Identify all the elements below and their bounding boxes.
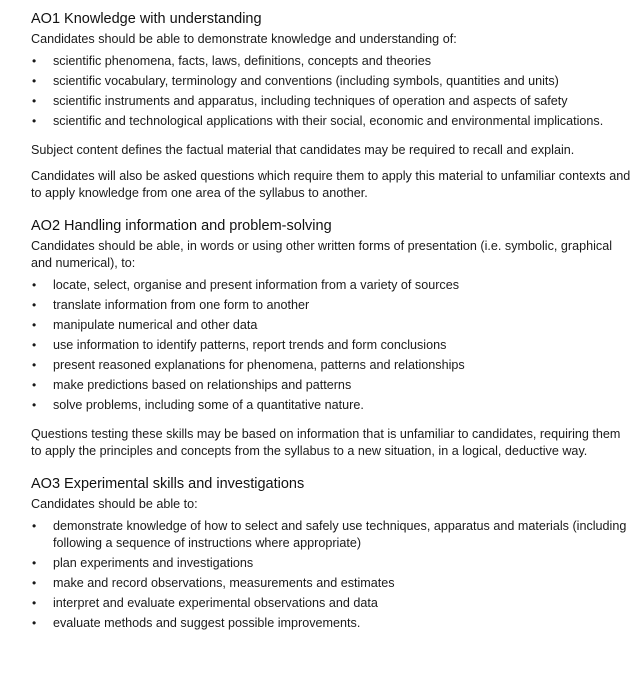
bullet-icon: • (32, 318, 37, 332)
bullet-icon: • (32, 576, 37, 590)
list-item: • plan experiments and investigations (32, 556, 254, 570)
list-item: • demonstrate knowledge of how to select and safely use techniques, apparatus and materials (including following a sequence of instructions where appropriate) (32, 519, 627, 550)
bullet-icon: • (32, 338, 37, 352)
section-ao3-intro: Candidates should be able to: (31, 497, 198, 511)
list-item: • present reasoned explanations for phenomena, patterns and relationships (32, 358, 465, 372)
section-ao1-list (31, 53, 634, 130)
section-ao1-paragraph-2: Candidates will also be asked questions which require them to apply this material to unfamiliar contexts and to apply knowledge from one area of the syllabus to another. (31, 169, 631, 200)
bullet-icon: • (32, 556, 37, 570)
section-ao2 (31, 217, 634, 460)
section-ao3-list (31, 518, 634, 632)
bullet-icon: • (32, 114, 37, 128)
list-item: • make and record observations, measurements and estimates (32, 576, 395, 590)
list-item: • interpret and evaluate experimental observations and data (32, 596, 378, 610)
list-item: • scientific and technological applications with their social, economic and environmental implications. (32, 114, 604, 128)
bullet-icon: • (32, 74, 37, 88)
bullet-icon: • (32, 298, 37, 312)
list-item: • evaluate methods and suggest possible improvements. (32, 616, 361, 630)
list-item: • scientific phenomena, facts, laws, definitions, concepts and theories (32, 54, 432, 68)
bullet-icon: • (32, 278, 37, 292)
bullet-icon: • (32, 616, 37, 630)
section-ao3-heading: AO3 Experimental skills and investigations (31, 476, 305, 492)
bullet-icon: • (32, 94, 37, 108)
bullet-icon: • (32, 398, 37, 412)
bullet-icon: • (32, 358, 37, 372)
section-ao1-paragraph-1: Subject content defines the factual material that candidates may be required to recall and explain. (31, 143, 575, 157)
bullet-icon: • (32, 54, 37, 68)
bullet-icon: • (32, 596, 37, 610)
section-ao1 (31, 10, 634, 202)
list-item: • use information to identify patterns, report trends and form conclusions (32, 338, 447, 352)
section-ao2-list (31, 277, 634, 414)
list-item: • translate information from one form to another (32, 298, 310, 312)
list-item: • solve problems, including some of a quantitative nature. (32, 398, 364, 412)
bullet-icon: • (32, 378, 37, 392)
section-ao2-intro: Candidates should be able, in words or using other written forms of presentation (i.e. symbolic, graphical and numerical), to: (31, 239, 613, 270)
section-ao2-heading: AO2 Handling information and problem-solving (31, 218, 332, 234)
list-item: • make predictions based on relationships and patterns (32, 378, 352, 392)
section-ao1-intro: Candidates should be able to demonstrate knowledge and understanding of: (31, 32, 457, 46)
section-ao2-paragraph-1: Questions testing these skills may be based on information that is unfamiliar to candidates, requiring them to apply the principles and concepts from the syllabus to a new situation, in a logical, deductive way. (31, 427, 621, 458)
section-ao1-heading: AO1 Knowledge with understanding (31, 11, 262, 27)
list-item: • scientific vocabulary, terminology and conventions (including symbols, quantities and units) (32, 74, 559, 88)
bullet-icon: • (32, 519, 37, 533)
list-item: • scientific instruments and apparatus, including techniques of operation and aspects of safety (32, 94, 568, 108)
section-ao3 (31, 475, 634, 632)
list-item: • manipulate numerical and other data (32, 318, 258, 332)
list-item: • locate, select, organise and present information from a variety of sources (32, 278, 460, 292)
